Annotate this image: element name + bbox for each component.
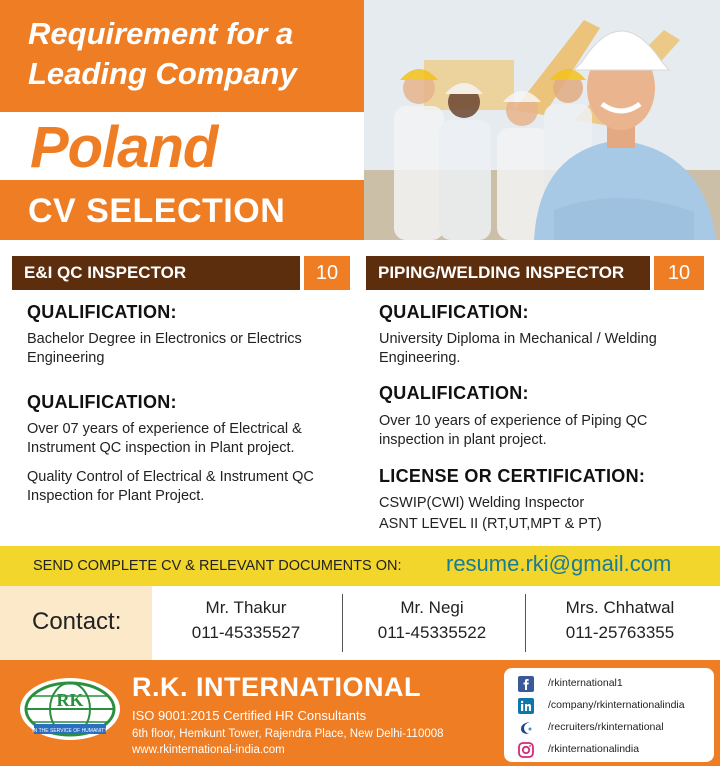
country-block <box>0 112 364 180</box>
company-website[interactable]: www.rkinternational-india.com <box>132 744 285 756</box>
send-cv-bar <box>0 546 720 586</box>
company-logo <box>18 676 122 742</box>
logo-tagline: IN THE SERVICE OF HUMANITY <box>32 728 108 734</box>
contact-divider <box>525 594 526 652</box>
license-heading: LICENSE OR CERTIFICATION: <box>379 466 646 486</box>
logo-text: RK <box>56 690 84 710</box>
social-handle: /recruiters/rkinternational <box>548 721 664 733</box>
license-line: CSWIP(CWI) Welding Inspector <box>379 495 585 511</box>
contact-label: Contact: <box>32 608 122 635</box>
contact-phone[interactable]: 011-25763355 <box>565 623 675 642</box>
qualification-line: University Diploma in Mechanical / Welding <box>379 331 657 347</box>
qualification-heading: QUALIFICATION: <box>27 392 177 412</box>
cv-selection-block <box>0 180 364 240</box>
job-title: PIPING/WELDING INSPECTOR <box>366 256 650 290</box>
instagram-icon <box>518 742 534 758</box>
license-line: ASNT LEVEL II (RT,UT,MPT & PT) <box>379 516 602 532</box>
contact-person <box>342 596 522 646</box>
contact-person <box>530 596 710 646</box>
vacancy-count: 10 <box>654 256 704 290</box>
header-title-line1: Requirement for a <box>28 16 294 51</box>
qualification-line: inspection in plant project. <box>379 432 547 448</box>
contact-label-box <box>0 586 152 660</box>
social-handle: /rkinternationalindia <box>548 743 640 755</box>
qualification-line: Over 07 years of experience of Electrical & <box>27 421 302 437</box>
cv-selection-label: CV SELECTION <box>28 192 286 230</box>
job-title-bar-ei-qc <box>12 256 350 290</box>
header-banner <box>0 0 720 250</box>
qualification-text <box>27 330 302 368</box>
social-links-box <box>504 668 714 762</box>
job-description-text <box>27 468 314 506</box>
iso-certification: ISO 9001:2015 Certified HR Consultants <box>132 708 367 723</box>
qualification-heading: QUALIFICATION: <box>379 383 529 403</box>
qualification-line: Instrument QC inspection in Plant project. <box>27 440 295 456</box>
social-link-facebook[interactable] <box>514 674 709 694</box>
contact-name: Mr. Thakur <box>205 598 287 617</box>
contact-name: Mr. Negi <box>400 598 464 617</box>
social-handle: /rkinternational1 <box>548 677 623 689</box>
linkedin-icon <box>518 698 534 714</box>
license-text <box>379 494 602 534</box>
contact-row <box>0 586 720 660</box>
qualification-line: Engineering. <box>379 350 461 366</box>
qualification-line: Over 10 years of experience of Piping QC <box>379 413 648 429</box>
job-title: E&I QC INSPECTOR <box>12 256 300 290</box>
vacancy-count: 10 <box>304 256 350 290</box>
recruiters-icon <box>518 720 534 736</box>
social-link-instagram[interactable] <box>514 740 709 760</box>
company-name: R.K. INTERNATIONAL <box>132 672 421 702</box>
header-title <box>28 14 358 94</box>
social-handle: /company/rkinternationalindia <box>548 699 685 711</box>
social-link-recruiters[interactable] <box>514 718 709 738</box>
footer <box>0 660 720 766</box>
workers-photo <box>364 0 720 240</box>
qualification-line: Bachelor Degree in Electronics or Electrics <box>27 331 302 347</box>
send-cv-label: SEND COMPLETE CV & RELEVANT DOCUMENTS ON: <box>33 558 402 574</box>
qualification-line: Engineering <box>27 350 105 366</box>
social-link-linkedin[interactable] <box>514 696 709 716</box>
contact-phone[interactable]: 011-45335522 <box>377 623 487 642</box>
contact-person <box>156 596 336 646</box>
qualification-heading: QUALIFICATION: <box>27 302 177 322</box>
qualification-text <box>379 412 647 450</box>
qualification-text <box>379 330 657 368</box>
email-link[interactable]: resume.rki@gmail.com <box>446 551 672 576</box>
qualification-text <box>27 420 302 458</box>
description-line: Inspection for Plant Project. <box>27 488 205 504</box>
facebook-icon <box>518 676 534 692</box>
header-title-line2: Leading Company <box>28 56 297 91</box>
company-address: 6th floor, Hemkunt Tower, Rajendra Place, New Delhi-110008 <box>132 728 444 740</box>
description-line: Quality Control of Electrical & Instrument QC <box>27 469 314 485</box>
contact-phone[interactable]: 011-45335527 <box>191 623 301 642</box>
contact-name: Mrs. Chhatwal <box>565 598 675 617</box>
country-name: Poland <box>30 115 218 180</box>
qualification-heading: QUALIFICATION: <box>379 302 529 322</box>
job-title-bar-piping-welding <box>366 256 704 290</box>
header-title-block <box>0 0 364 112</box>
workers-illustration <box>364 0 720 240</box>
